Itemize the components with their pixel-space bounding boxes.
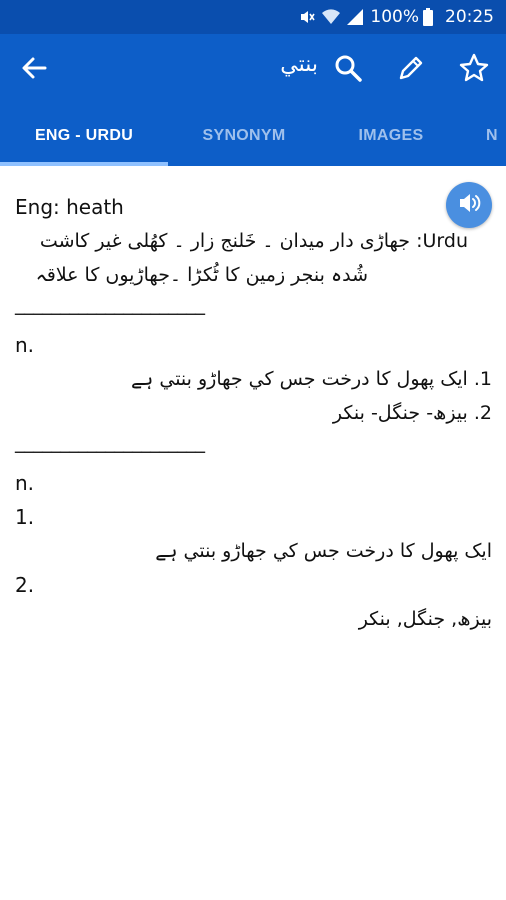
tab-next-partial[interactable]: N [486,127,498,144]
app-bar [0,34,506,106]
english-word: Eng: heath [15,195,124,219]
tab-synonym[interactable]: SYNONYM [202,127,286,144]
search-icon [334,54,362,86]
part-of-speech: n. [15,333,35,357]
star-icon [459,53,489,87]
mute-icon [298,8,316,26]
urdu-meaning-line2: شُدہ بنجر زمین کا ٹُکڑا ۔جھاڑیوں کا علاقہ [35,264,368,286]
definition-text: بیزھ, جنگل, بنکر [358,608,492,630]
wifi-icon [322,9,340,25]
tab-eng-urdu[interactable]: ENG - URDU [34,127,134,144]
tab-images[interactable]: IMAGES [358,127,424,144]
separator: _____________________ [15,429,204,453]
status-bar [0,0,506,34]
definition-number: 1. [15,505,35,529]
definition-text: ایک پھول کا درخت جس کي جھاڑو بنتي ہے [155,540,492,562]
page-title: بنتي [280,52,318,77]
part-of-speech: n. [15,471,35,495]
speak-button[interactable] [446,182,492,228]
signal-icon [346,9,364,25]
tab-bar [0,106,506,166]
definition-content [0,166,506,900]
battery-percent: 100% [370,7,419,27]
search-button[interactable] [326,48,370,92]
back-button[interactable] [12,48,56,92]
edit-pencil-icon [397,54,425,86]
separator: _____________________ [15,291,204,315]
back-arrow-icon [21,55,47,85]
definition-2: 2. بیزھ- جنگل- بنکر [332,402,492,424]
edit-button[interactable] [389,48,433,92]
speaker-icon [456,190,482,220]
definition-1: 1. ایک پھول کا درخت جس کي جھاڑو بنتي ہے [131,368,492,390]
battery-icon [423,8,433,26]
definition-number: 2. [15,573,35,597]
clock: 20:25 [445,7,494,27]
favorite-button[interactable] [452,48,496,92]
urdu-meaning-line1: Urdu: جھاڑی دار میدان ۔ خَلنج زار ۔ کھُلی غیر کاشت [39,230,468,252]
